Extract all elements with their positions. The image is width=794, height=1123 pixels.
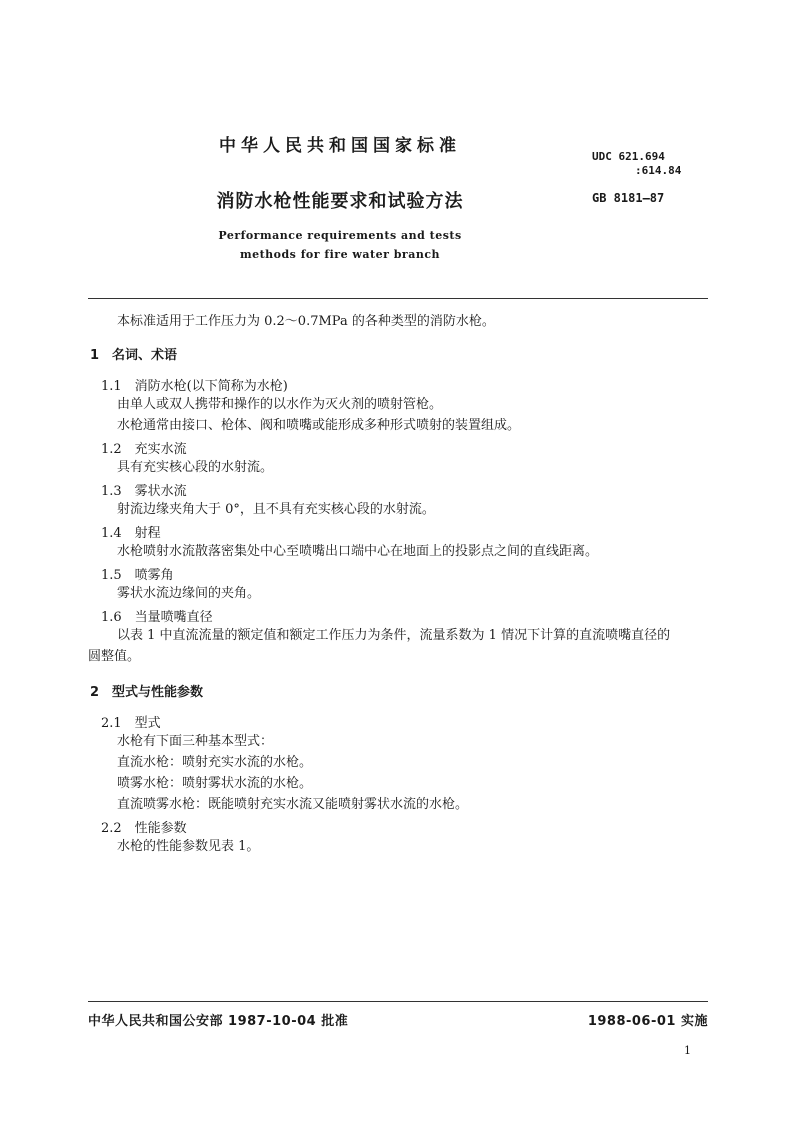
header-divider — [88, 298, 708, 299]
english-title-line-1: Performance requirements and tests — [218, 229, 462, 242]
gb-standard-number: GB 8181—87 — [592, 191, 665, 205]
clause-2-1: 2.1 型式 — [101, 716, 161, 731]
approval-line: 中华人民共和国公安部 1987-10-04 批准 — [88, 1014, 349, 1029]
clause-1-2-text: 具有充实核心段的水射流。 — [117, 460, 274, 475]
footer-divider — [88, 1001, 708, 1002]
clause-2-1-text-4: 直流喷雾水枪：既能喷射充实水流又能喷射雾状水流的水枪。 — [117, 797, 469, 812]
effective-date-line: 1988-06-01 实施 — [587, 1014, 708, 1029]
clause-1-3: 1.3 雾状水流 — [101, 484, 187, 499]
english-title-line-2: methods for fire water branch — [239, 248, 441, 261]
section-1-heading: 1 名词、术语 — [90, 348, 178, 363]
clause-2-1-text-1: 水枪有下面三种基本型式： — [117, 734, 274, 749]
udc-code-continued: :614.84 — [635, 164, 682, 177]
clause-1-2: 1.2 充实水流 — [101, 442, 187, 457]
clause-2-1-text-2: 直流水枪：喷射充实水流的水枪。 — [117, 755, 313, 770]
udc-code: UDC 621.694 — [592, 150, 665, 163]
clause-2-2-text: 水枪的性能参数见表 1。 — [117, 839, 260, 854]
clause-2-1-text-3: 喷雾水枪：喷射雾状水流的水枪。 — [117, 776, 313, 791]
clause-1-5: 1.5 喷雾角 — [101, 568, 174, 583]
clause-1-1-text-1: 由单人或双人携带和操作的以水作为灭火剂的喷射管枪。 — [117, 397, 443, 412]
clause-1-4-text: 水枪喷射水流散落密集处中心至喷嘴出口端中心在地面上的投影点之间的直线距离。 — [117, 544, 599, 559]
clause-1-6-text-1: 以表 1 中直流流量的额定值和额定工作压力为条件，流量系数为 1 情况下计算的直流喷嘴直径的 — [117, 628, 671, 643]
clause-1-1-text-2: 水枪通常由接口、枪体、阀和喷嘴或能形成多种形式喷射的装置组成。 — [117, 418, 521, 433]
clause-1-1: 1.1 消防水枪(以下简称为水枪) — [101, 379, 288, 394]
clause-1-5-text: 雾状水流边缘间的夹角。 — [117, 586, 261, 601]
document-title: 消防水枪性能要求和试验方法 — [216, 191, 464, 212]
clause-2-2: 2.2 性能参数 — [101, 821, 187, 836]
clause-1-6-text-2: 圆整值。 — [88, 649, 141, 664]
page-number: 1 — [684, 1044, 691, 1057]
section-2-heading: 2 型式与性能参数 — [90, 685, 204, 700]
scope-paragraph: 本标准适用于工作压力为 0.2～0.7MPa 的各种类型的消防水枪。 — [117, 314, 495, 329]
clause-1-3-text: 射流边缘夹角大于 0°，且不具有充实核心段的水射流。 — [117, 502, 435, 517]
issuer-heading: 中华人民共和国国家标准 — [219, 136, 461, 156]
clause-1-6: 1.6 当量喷嘴直径 — [101, 610, 213, 625]
clause-1-4: 1.4 射程 — [101, 526, 161, 541]
